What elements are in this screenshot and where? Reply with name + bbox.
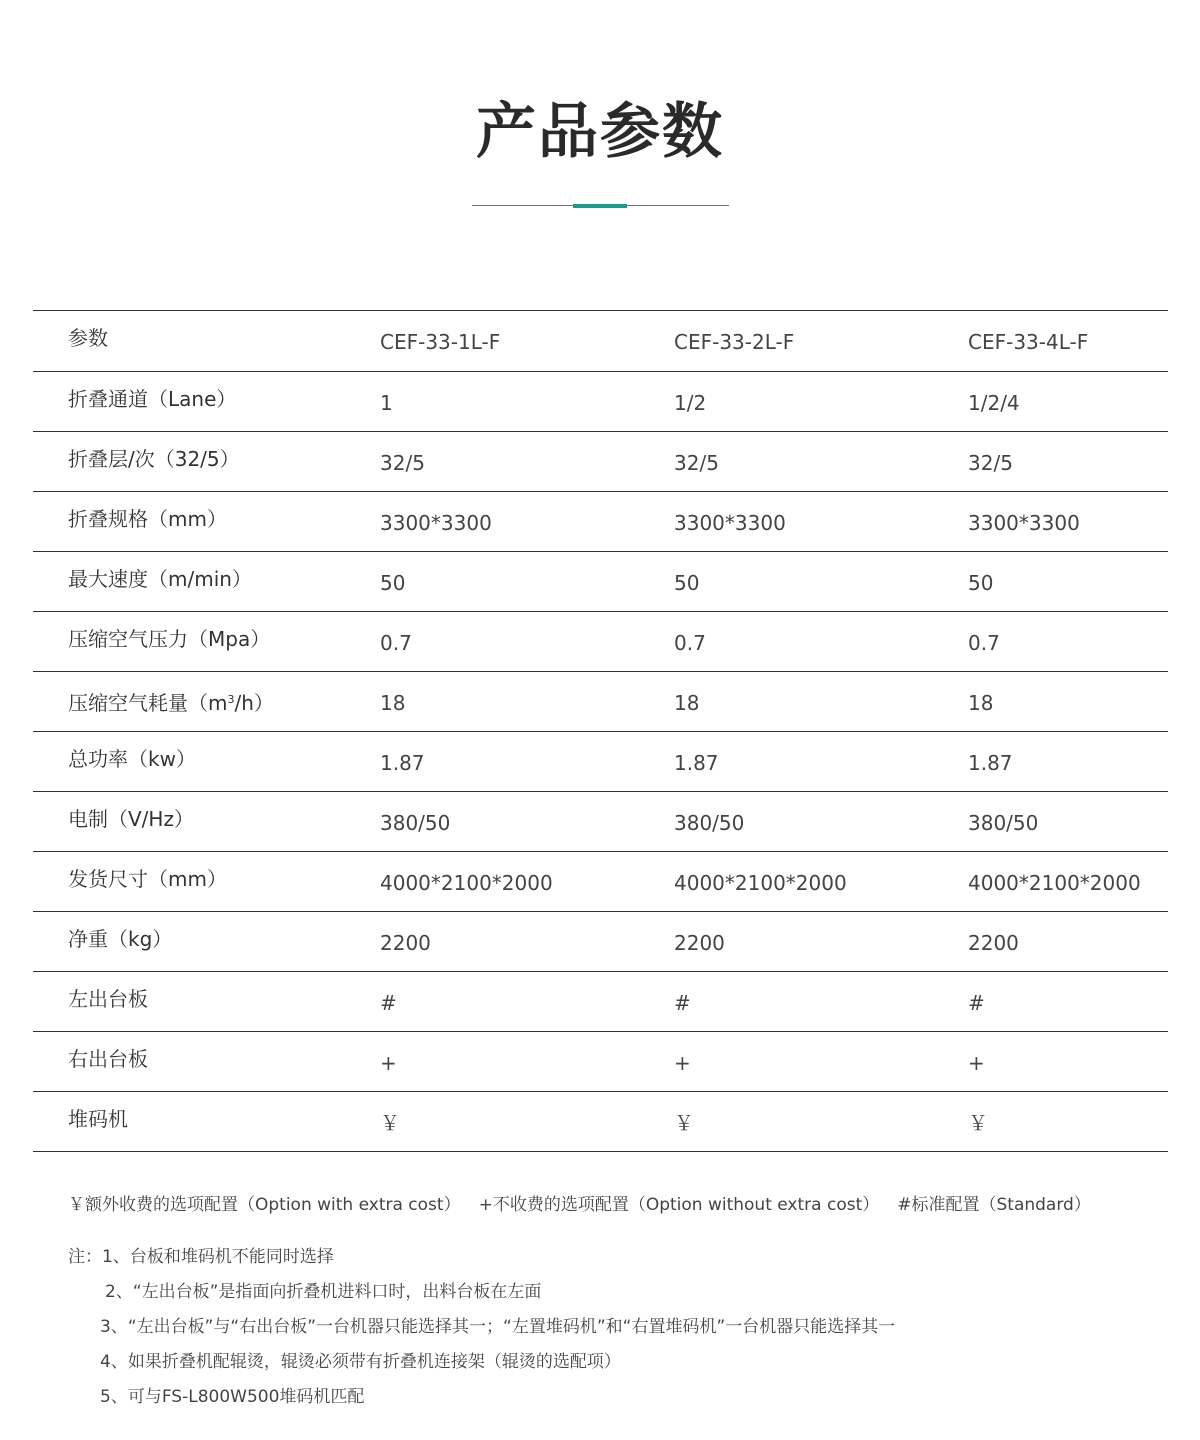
row-value: ￥	[674, 1111, 694, 1135]
row-value: 4000*2100*2000	[380, 871, 553, 895]
row-label: 总功率（kw）	[68, 747, 196, 771]
row-label: 发货尺寸（mm）	[68, 867, 227, 891]
row-value: 1.87	[380, 751, 425, 775]
row-value: #	[380, 991, 397, 1015]
row-value: ￥	[380, 1111, 400, 1135]
row-value: 1/2	[674, 391, 707, 415]
row-value: 1.87	[674, 751, 719, 775]
row-label: 压缩空气压力（Mpa）	[68, 627, 271, 651]
row-value: 18	[674, 691, 700, 715]
table-row	[33, 672, 1168, 732]
row-value: 18	[380, 691, 406, 715]
row-value: 50	[380, 571, 406, 595]
table-row	[33, 432, 1168, 492]
row-value: 0.7	[968, 631, 1000, 655]
row-value: 3300*3300	[674, 511, 786, 535]
note-item: 2、“左出台板”是指面向折叠机进料口时，出料台板在左面	[105, 1282, 542, 1302]
spec-table	[33, 310, 1168, 1152]
row-value: 1	[380, 391, 393, 415]
row-value: 18	[968, 691, 994, 715]
row-value: +	[968, 1051, 985, 1075]
title-divider-accent	[573, 204, 627, 208]
row-value: 4000*2100*2000	[968, 871, 1141, 895]
table-header-row	[33, 311, 1168, 372]
row-value: 0.7	[674, 631, 706, 655]
row-value: 380/50	[968, 811, 1039, 835]
header-label: 参数	[68, 326, 108, 350]
table-row	[33, 1092, 1168, 1152]
header-model-2: CEF-33-2L-F	[674, 330, 795, 354]
table-row	[33, 492, 1168, 552]
row-label-superscript: 3	[227, 693, 235, 706]
row-value: +	[674, 1051, 691, 1075]
note-item: 3、“左出台板”与“右出台板”一台机器只能选择其一；“左置堆码机”和“右置堆码机”一台机器只能选择其一	[100, 1317, 896, 1337]
row-value: 32/5	[968, 451, 1013, 475]
row-label: 堆码机	[68, 1107, 128, 1131]
legend	[68, 1192, 1109, 1218]
row-value: 3300*3300	[380, 511, 492, 535]
row-value: 4000*2100*2000	[674, 871, 847, 895]
row-value: ￥	[968, 1111, 988, 1135]
row-label	[68, 670, 274, 733]
row-value: 380/50	[674, 811, 745, 835]
row-label: 电制（V/Hz）	[68, 807, 194, 831]
row-value: 2200	[380, 931, 431, 955]
row-label: 右出台板	[68, 1047, 148, 1071]
row-value: 0.7	[380, 631, 412, 655]
page-title: 产品参数	[476, 97, 724, 167]
row-value: 3300*3300	[968, 511, 1080, 535]
header-model-3: CEF-33-4L-F	[968, 330, 1089, 354]
row-value: 380/50	[380, 811, 451, 835]
table-row	[33, 552, 1168, 612]
notes	[68, 1240, 895, 1415]
row-value: 32/5	[674, 451, 719, 475]
row-value: 2200	[968, 931, 1019, 955]
row-label: 最大速度（m/min）	[68, 567, 252, 591]
table-row	[33, 612, 1168, 672]
legend-extra-cost: ￥额外收费的选项配置（Option with extra cost）	[68, 1195, 461, 1215]
row-value: 50	[968, 571, 994, 595]
note-item: 5、可与FS-L800W500堆码机匹配	[100, 1387, 365, 1407]
row-label: 折叠通道（Lane）	[68, 387, 237, 411]
table-row	[33, 912, 1168, 972]
row-label: 折叠层/次（32/5）	[68, 447, 240, 471]
row-value: 1.87	[968, 751, 1013, 775]
row-label-post: /h）	[234, 691, 274, 715]
row-value: 32/5	[380, 451, 425, 475]
note-item: 注：1、台板和堆码机不能同时选择	[68, 1247, 334, 1267]
legend-standard: #标准配置（Standard）	[897, 1195, 1091, 1215]
note-item: 4、如果折叠机配辊烫，辊烫必须带有折叠机连接架（辊烫的选配项）	[100, 1352, 621, 1372]
row-value: #	[674, 991, 691, 1015]
row-value: +	[380, 1051, 397, 1075]
row-value: 50	[674, 571, 700, 595]
table-row	[33, 1032, 1168, 1092]
legend-no-extra-cost: +不收费的选项配置（Option without extra cost）	[478, 1195, 880, 1215]
row-value: #	[968, 991, 985, 1015]
row-label: 左出台板	[68, 987, 148, 1011]
row-label-pre: 压缩空气耗量（m	[68, 691, 228, 715]
row-value: 1/2/4	[968, 391, 1020, 415]
table-row	[33, 852, 1168, 912]
table-row	[33, 732, 1168, 792]
header-model-1: CEF-33-1L-F	[380, 330, 501, 354]
table-row	[33, 792, 1168, 852]
table-row	[33, 972, 1168, 1032]
row-value: 2200	[674, 931, 725, 955]
table-row	[33, 372, 1168, 432]
row-label: 折叠规格（mm）	[68, 507, 227, 531]
row-label: 净重（kg）	[68, 927, 173, 951]
